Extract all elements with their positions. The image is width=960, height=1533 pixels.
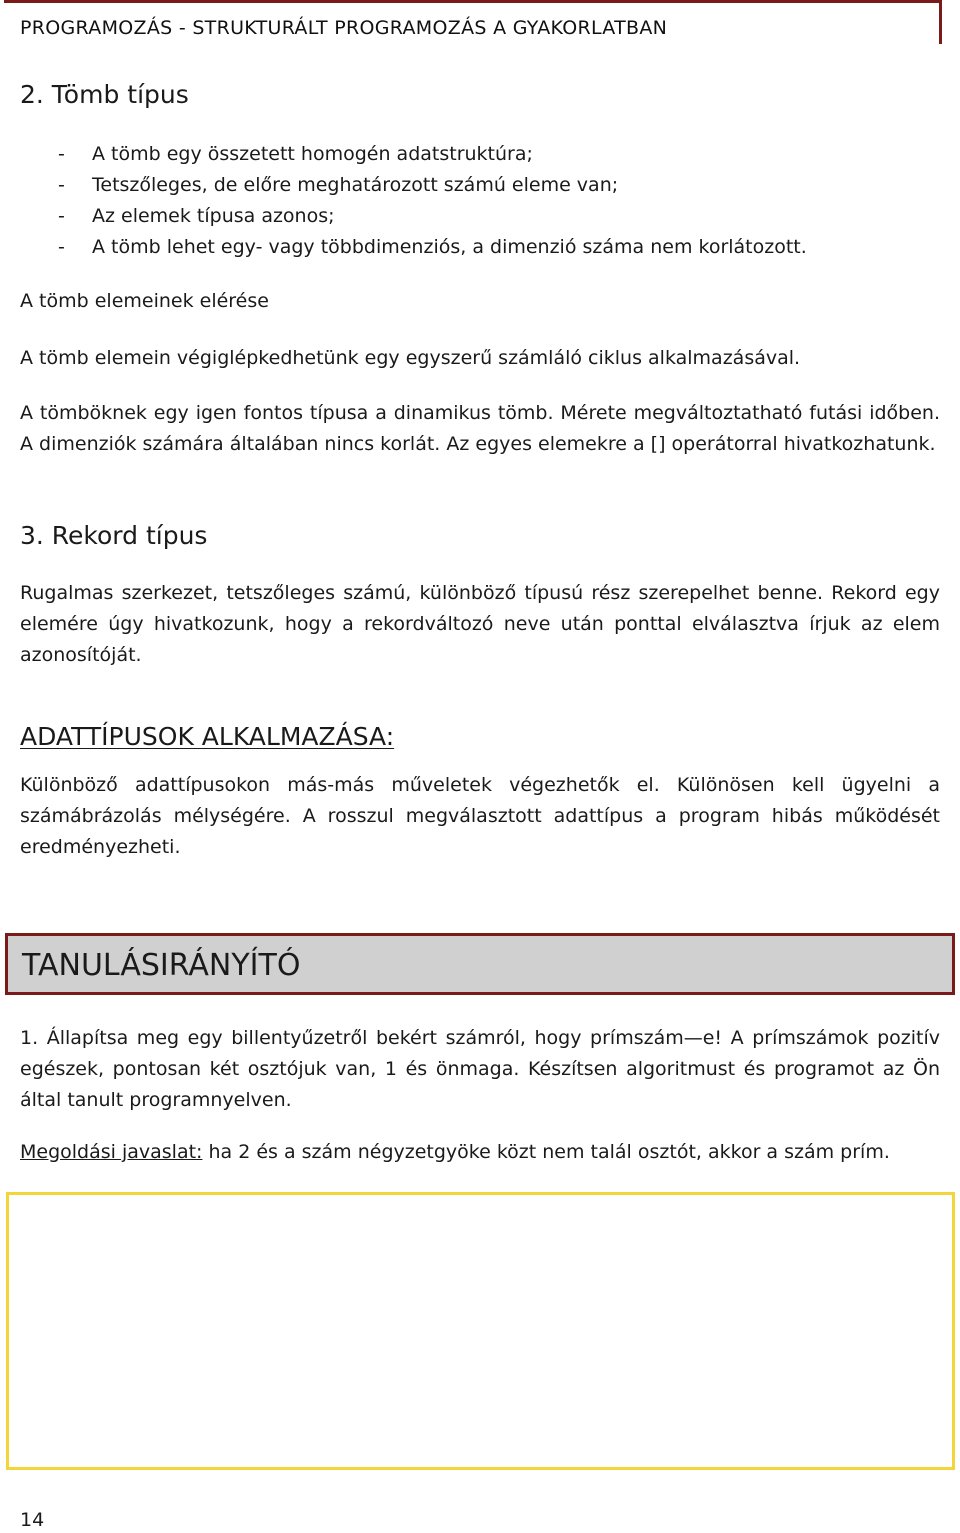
array-type-heading: 2. Tömb típus: [20, 80, 189, 109]
page-number: 14: [20, 1509, 45, 1531]
guide-task-text: 1. Állapítsa meg egy billentyűzetről bekért számról, hogy prímszám—e! A prímszámok pozitív egészek, pontosan két osztójuk van, 1 és önmaga. Készítsen algoritmust és programot az Ön által tanult programnyelven.: [20, 1027, 940, 1111]
data-types-usage-text: Különböző adattípusokon más-más műveletek végezhetők el. Különösen kell ügyelni a számábrázolás mélységére. A rosszul megválasztott adattípus a program hibás működését eredményezheti.: [20, 774, 940, 858]
dynamic-array-text: A tömböknek egy igen fontos típusa a dinamikus tömb. Mérete megváltoztatható futási időben. A dimenziók számára általában nincs korlát. Az egyes elemekre a [] operátorral hivatkozhatunk.: [20, 402, 940, 455]
array-properties-list: [20, 139, 807, 263]
array-access-text: A tömb elemein végiglépkedhetünk egy egyszerű számláló ciklus alkalmazásával.: [20, 347, 801, 369]
solution-hint-text: ha 2 és a szám négyzetgyöke közt nem talál osztót, akkor a szám prím.: [202, 1141, 890, 1163]
record-type-text: Rugalmas szerkezet, tetszőleges számú, különböző típusú rész szerepelhet benne. Rekord egy elemére úgy hivatkozunk, hogy a rekordváltozó neve után ponttal elválasztva írjuk az elem azonosítóját.: [20, 582, 940, 666]
record-type-heading: 3. Rekord típus: [20, 521, 208, 550]
learning-guide-heading: TANULÁSIRÁNYÍTÓ: [22, 948, 301, 983]
data-types-usage-heading: ADATTÍPUSOK ALKALMAZÁSA:: [20, 722, 395, 751]
answer-box[interactable]: [6, 1192, 955, 1470]
list-item: - Az elemek típusa azonos;: [58, 205, 335, 227]
list-item: - Tetszőleges, de előre meghatározott számú eleme van;: [58, 174, 619, 196]
running-title: PROGRAMOZÁS - STRUKTURÁLT PROGRAMOZÁS A GYAKORLATBAN: [20, 17, 668, 39]
solution-hint-label: Megoldási javaslat:: [20, 1141, 203, 1163]
learning-guide-box: [5, 933, 955, 995]
list-item: - A tömb egy összetett homogén adatstruktúra;: [58, 143, 533, 165]
array-access-heading: A tömb elemeinek elérése: [20, 290, 269, 312]
solution-hint: [20, 1141, 890, 1163]
list-item: - A tömb lehet egy- vagy többdimenziós, a dimenzió száma nem korlátozott.: [58, 236, 807, 258]
running-header: [4, 0, 942, 44]
